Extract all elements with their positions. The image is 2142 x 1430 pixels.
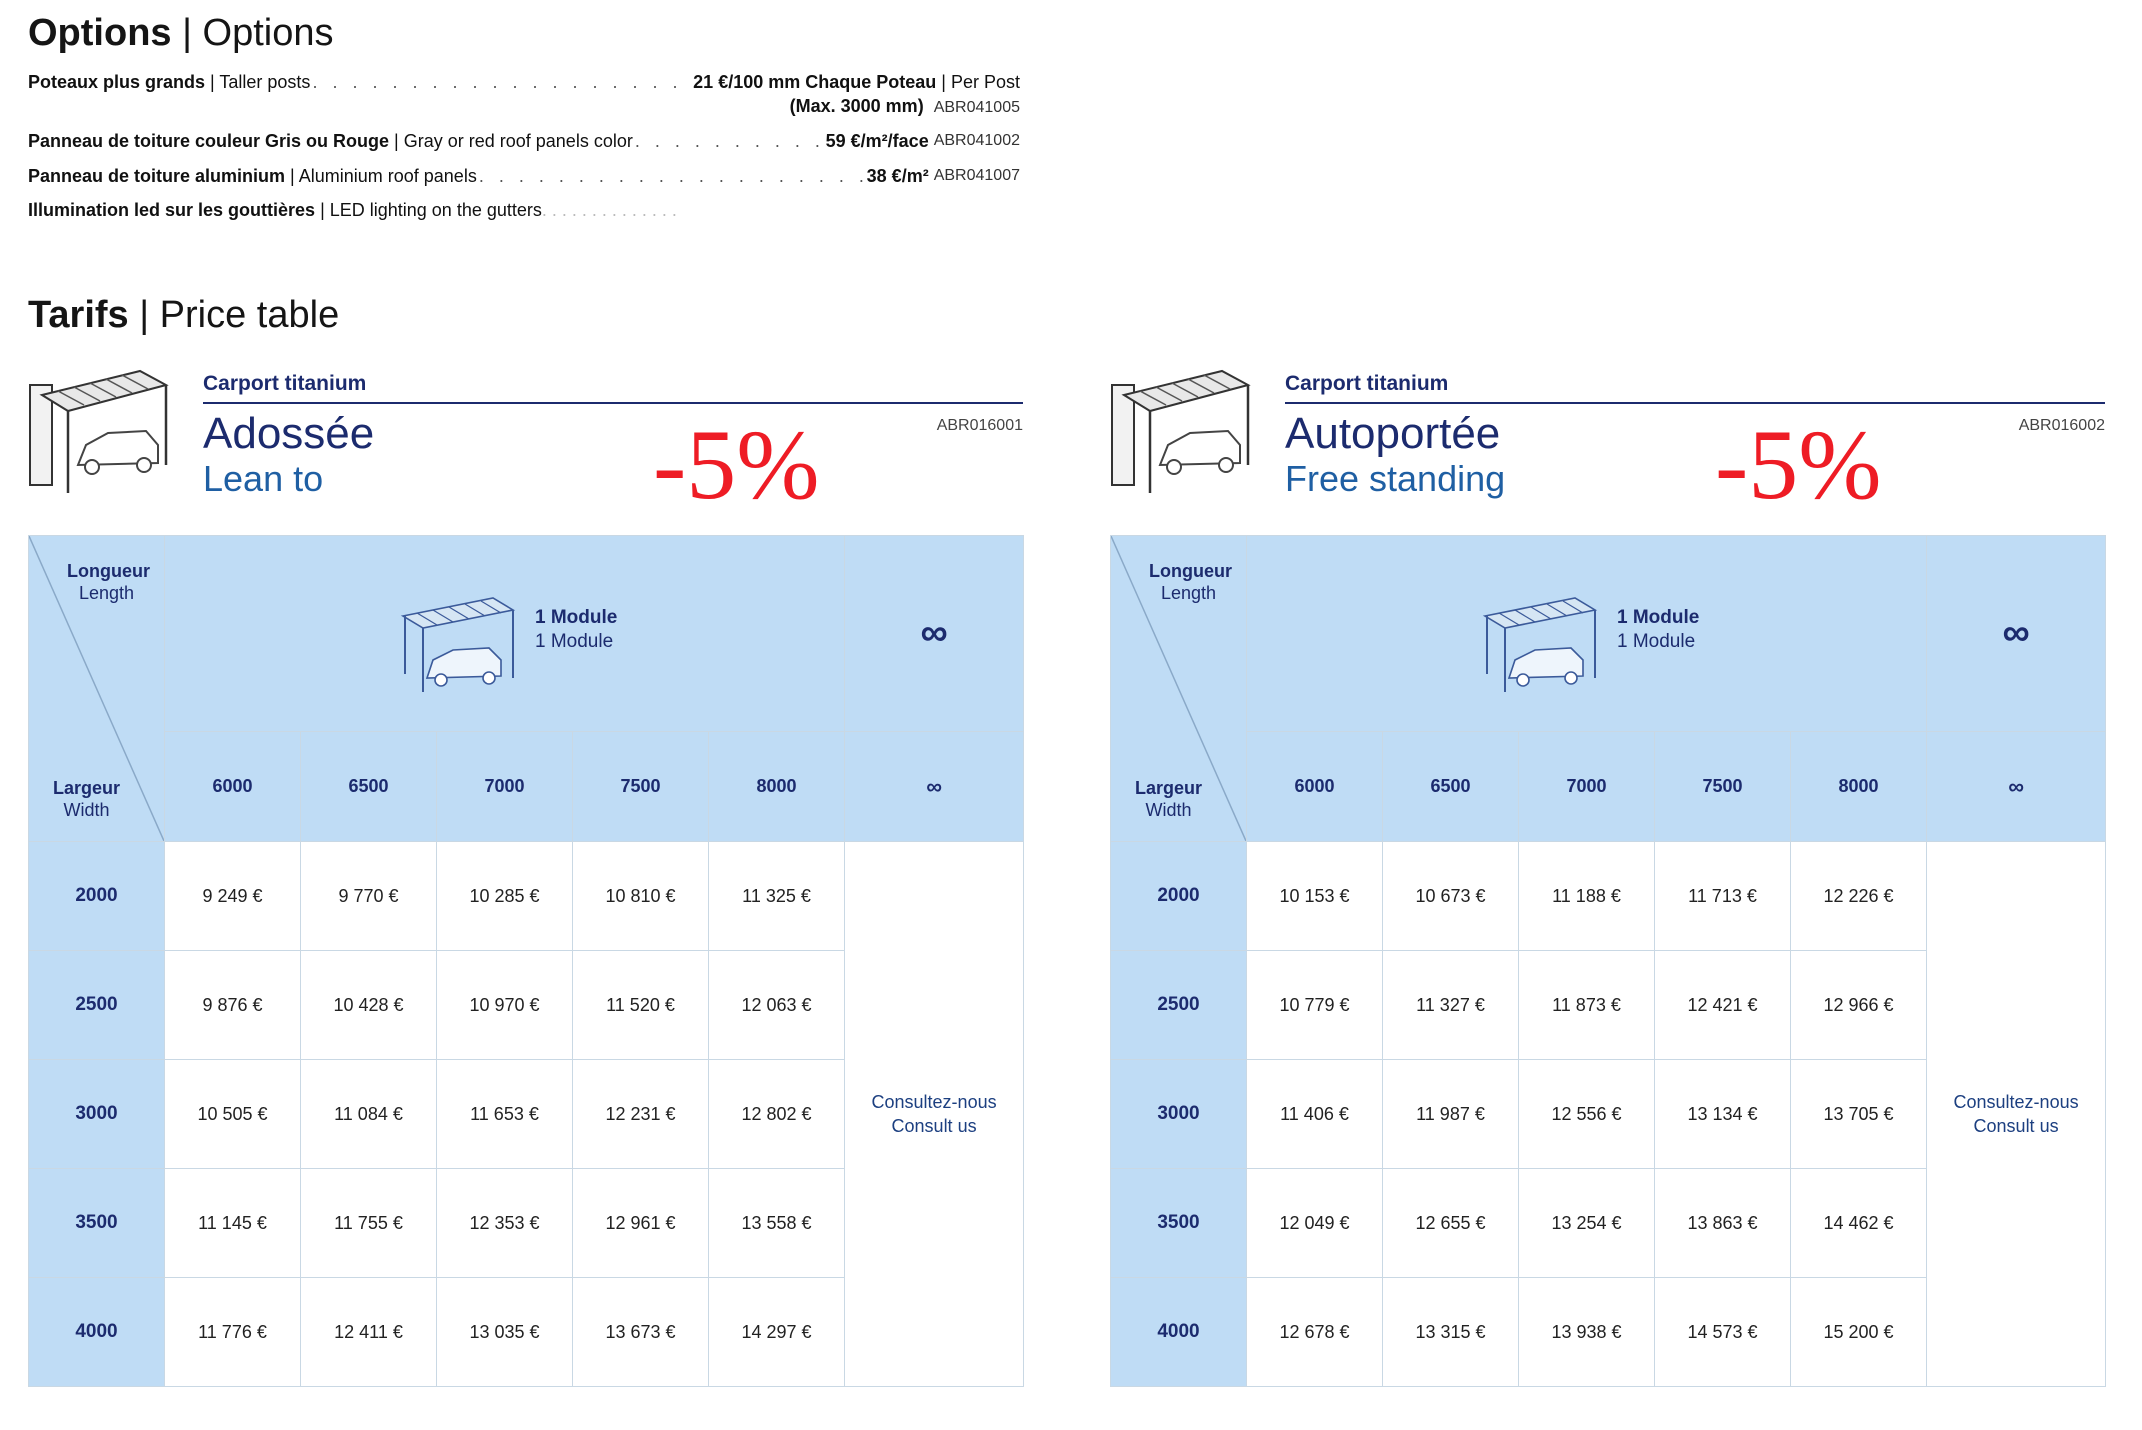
largeur-label: Largeur: [1135, 778, 1203, 798]
largeur-label: Largeur: [53, 778, 121, 798]
model-name-en: Lean to: [203, 458, 324, 499]
length-col-header: 6000: [1247, 732, 1383, 842]
width-label: Width: [63, 800, 110, 820]
price-cell: 11 755 €: [301, 1169, 437, 1278]
price-cell: 13 673 €: [573, 1278, 709, 1387]
price-cell: 11 520 €: [573, 951, 709, 1060]
table-corner-header: [1111, 536, 1247, 842]
price-cell: 12 966 €: [1791, 951, 1927, 1060]
table-row: [29, 842, 1024, 951]
model-name-fr: Adossée: [203, 409, 375, 458]
module-header: [165, 536, 845, 732]
infinity-col-header: ∞: [1927, 732, 2106, 842]
price-cell: 15 200 €: [1791, 1278, 1927, 1387]
module-label-fr: 1 Module: [535, 607, 618, 628]
length-col-header: 7000: [437, 732, 573, 842]
price-cell: 10 779 €: [1247, 951, 1383, 1060]
series-name: Carport titanium: [203, 372, 367, 395]
price-cell: 12 353 €: [437, 1169, 573, 1278]
width-row-header: 3500: [29, 1169, 165, 1278]
model-name-fr: Autoportée: [1285, 409, 1501, 458]
price-cell: 12 226 €: [1791, 842, 1927, 951]
price-cell: 11 873 €: [1519, 951, 1655, 1060]
consult-label-en: Consult us: [1973, 1116, 2059, 1136]
table-row: [1111, 842, 2106, 951]
length-col-header: 8000: [709, 732, 845, 842]
infinity-header: ∞: [1927, 536, 2106, 732]
length-col-header: 6500: [1383, 732, 1519, 842]
length-col-header: 7500: [1655, 732, 1791, 842]
width-row-header: 2000: [1111, 842, 1247, 951]
option-taller-posts: Poteaux plus grands | Taller posts . . . 21 €/100 mm Chaque Poteau | Per Post (Max. 3000 mm) ABR041005: [28, 70, 1020, 120]
price-cell: 11 327 €: [1383, 951, 1519, 1060]
options-heading: Options | Options: [28, 12, 334, 54]
carport-module-icon: [1465, 594, 1605, 694]
length-col-header: 8000: [1791, 732, 1927, 842]
price-cell: 11 713 €: [1655, 842, 1791, 951]
width-row-header: 3000: [1111, 1060, 1247, 1169]
price-cell: 10 285 €: [437, 842, 573, 951]
price-cell: 14 297 €: [709, 1278, 845, 1387]
tarifs-heading: Tarifs | Price table: [28, 294, 340, 336]
option-roof-color: Panneau de toiture couleur Gris ou Rouge | Gray or red roof panels color . . . 59 €/m²/face ABR041002: [28, 129, 1020, 153]
length-label: Length: [1161, 583, 1217, 603]
width-row-header: 2500: [1111, 951, 1247, 1060]
width-row-header: 3500: [1111, 1169, 1247, 1278]
price-cell: 11 325 €: [709, 842, 845, 951]
price-cell: 13 315 €: [1383, 1278, 1519, 1387]
price-cell: 12 411 €: [301, 1278, 437, 1387]
length-label: Length: [79, 583, 135, 603]
price-cell: 13 035 €: [437, 1278, 573, 1387]
price-cell: 12 556 €: [1519, 1060, 1655, 1169]
table-corner-header: [29, 536, 165, 842]
option-led-lighting: Illumination led sur les gouttières | LED lighting on the gutters . . .: [28, 198, 768, 222]
price-cell: 9 876 €: [165, 951, 301, 1060]
carport-module-icon: [383, 594, 523, 694]
length-col-header: 6500: [301, 732, 437, 842]
price-cell: 11 653 €: [437, 1060, 573, 1169]
price-cell: 10 428 €: [301, 951, 437, 1060]
price-cell: 13 558 €: [709, 1169, 845, 1278]
price-table: [28, 535, 1024, 1387]
price-cell: 11 776 €: [165, 1278, 301, 1387]
consult-us-cell: [1927, 842, 2106, 1387]
option-aluminium-roof: Panneau de toiture aluminium | Aluminium roof panels . . . 38 €/m² ABR041007: [28, 164, 1020, 188]
carport-thumbnail-icon: [1110, 365, 1260, 495]
carport-thumbnail-icon: [28, 365, 178, 495]
infinity-header: ∞: [845, 536, 1024, 732]
price-cell: 10 153 €: [1247, 842, 1383, 951]
price-cell: 11 188 €: [1519, 842, 1655, 951]
width-row-header: 2500: [29, 951, 165, 1060]
consult-us-cell: [845, 842, 1024, 1387]
consult-label-en: Consult us: [891, 1116, 977, 1136]
price-cell: 12 655 €: [1383, 1169, 1519, 1278]
consult-label-fr: Consultez-nous: [871, 1092, 997, 1112]
reference-code: ABR016001: [936, 417, 1023, 434]
price-cell: 12 802 €: [709, 1060, 845, 1169]
price-cell: 12 231 €: [573, 1060, 709, 1169]
model-name-en: Free standing: [1285, 458, 1506, 499]
module-header: [1247, 536, 1927, 732]
price-cell: 12 421 €: [1655, 951, 1791, 1060]
width-row-header: 4000: [29, 1278, 165, 1387]
price-cell: 13 134 €: [1655, 1060, 1791, 1169]
length-col-header: 7500: [573, 732, 709, 842]
module-label-en: 1 Module: [535, 631, 614, 652]
width-row-header: 4000: [1111, 1278, 1247, 1387]
divider: [203, 402, 1023, 404]
price-cell: 11 084 €: [301, 1060, 437, 1169]
price-cell: 12 961 €: [573, 1169, 709, 1278]
price-cell: 9 770 €: [301, 842, 437, 951]
price-cell: 12 049 €: [1247, 1169, 1383, 1278]
price-cell: 13 254 €: [1519, 1169, 1655, 1278]
price-cell: 10 970 €: [437, 951, 573, 1060]
series-name: Carport titanium: [1285, 372, 1449, 395]
width-row-header: 2000: [29, 842, 165, 951]
price-cell: 10 505 €: [165, 1060, 301, 1169]
price-table: [1110, 535, 2106, 1387]
width-row-header: 3000: [29, 1060, 165, 1169]
price-cell: 11 406 €: [1247, 1060, 1383, 1169]
price-cell: 10 810 €: [573, 842, 709, 951]
price-cell: 12 678 €: [1247, 1278, 1383, 1387]
price-cell: 13 863 €: [1655, 1169, 1791, 1278]
length-col-header: 6000: [165, 732, 301, 842]
price-panel-free-standing: [1110, 365, 2105, 1385]
price-cell: 14 462 €: [1791, 1169, 1927, 1278]
price-cell: 11 987 €: [1383, 1060, 1519, 1169]
longueur-label: Longueur: [1149, 561, 1232, 581]
width-label: Width: [1145, 800, 1192, 820]
price-cell: 9 249 €: [165, 842, 301, 951]
price-cell: 14 573 €: [1655, 1278, 1791, 1387]
divider: [1285, 402, 2105, 404]
discount-badge: -5%: [653, 409, 820, 520]
length-col-header: 7000: [1519, 732, 1655, 842]
price-cell: 10 673 €: [1383, 842, 1519, 951]
module-label-en: 1 Module: [1617, 631, 1696, 652]
price-cell: 13 705 €: [1791, 1060, 1927, 1169]
infinity-col-header: ∞: [845, 732, 1024, 842]
module-label-fr: 1 Module: [1617, 607, 1700, 628]
discount-badge: -5%: [1715, 409, 1882, 520]
reference-code: ABR016002: [2018, 417, 2105, 434]
price-cell: 11 145 €: [165, 1169, 301, 1278]
price-panel-lean-to: [28, 365, 1023, 1385]
consult-label-fr: Consultez-nous: [1953, 1092, 2079, 1112]
price-cell: 12 063 €: [709, 951, 845, 1060]
longueur-label: Longueur: [67, 561, 150, 581]
price-cell: 13 938 €: [1519, 1278, 1655, 1387]
